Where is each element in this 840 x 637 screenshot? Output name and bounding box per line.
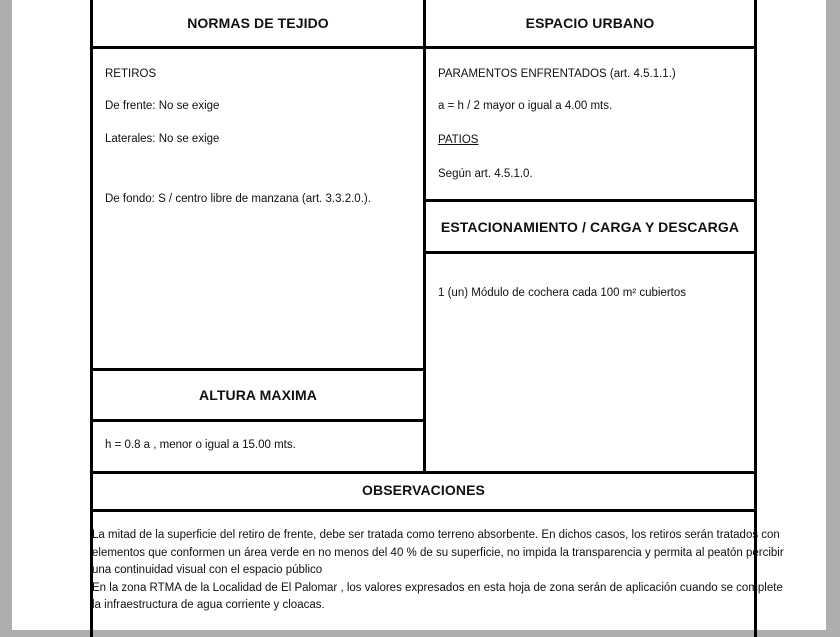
patios-label: PATIOS: [438, 134, 479, 146]
observaciones-line: una continuidad visual con el espacio público: [92, 564, 323, 576]
normas-body-box: [90, 46, 426, 371]
retiro-fondo: De fondo: S / centro libre de manzana (art. 3.3.2.0.).: [105, 193, 371, 205]
estacionamiento-body-box: [423, 251, 757, 474]
normas-header: NORMAS DE TEJIDO: [187, 15, 329, 31]
altura-header: ALTURA MAXIMA: [199, 387, 317, 403]
paramentos-text: PARAMENTOS ENFRENTADOS (art. 4.5.1.1.): [438, 68, 676, 80]
estacionamiento-header: ESTACIONAMIENTO / CARGA Y DESCARGA: [440, 218, 740, 235]
patios-text: Según art. 4.5.1.0.: [438, 168, 533, 180]
retiro-frente: De frente: No se exige: [105, 100, 220, 112]
observaciones-line: En la zona RTMA de la Localidad de El Palomar , los valores expresados en esta hoja de zona serán de aplicación cuando se complete: [92, 581, 783, 594]
retiro-laterales: Laterales: No se exige: [105, 133, 220, 145]
observaciones-line: la infraestructura de agua corriente y cloacas.: [92, 599, 325, 611]
observaciones-header: OBSERVACIONES: [362, 482, 485, 498]
espacio-header: ESPACIO URBANO: [525, 15, 655, 31]
observaciones-text: [92, 527, 784, 615]
retiros-title: RETIROS: [105, 68, 157, 80]
altura-text: h = 0.8 a , menor o igual a 15.00 mts.: [105, 439, 296, 451]
observaciones-line: elementos que conformen un área verde en no menos del 40 % de su superficie, no impida la transparencia y permita al peatón percibir: [92, 546, 784, 559]
estacionamiento-text: 1 (un) Módulo de cochera cada 100 m² cubiertos: [438, 287, 687, 299]
paramentos-formula: a = h / 2 mayor o igual a 4.00 mts.: [438, 100, 613, 112]
observaciones-line: La mitad de la superficie del retiro de frente, debe ser tratada como terreno absorbente. En dichos casos, los retiros serán tratados con: [92, 529, 780, 541]
